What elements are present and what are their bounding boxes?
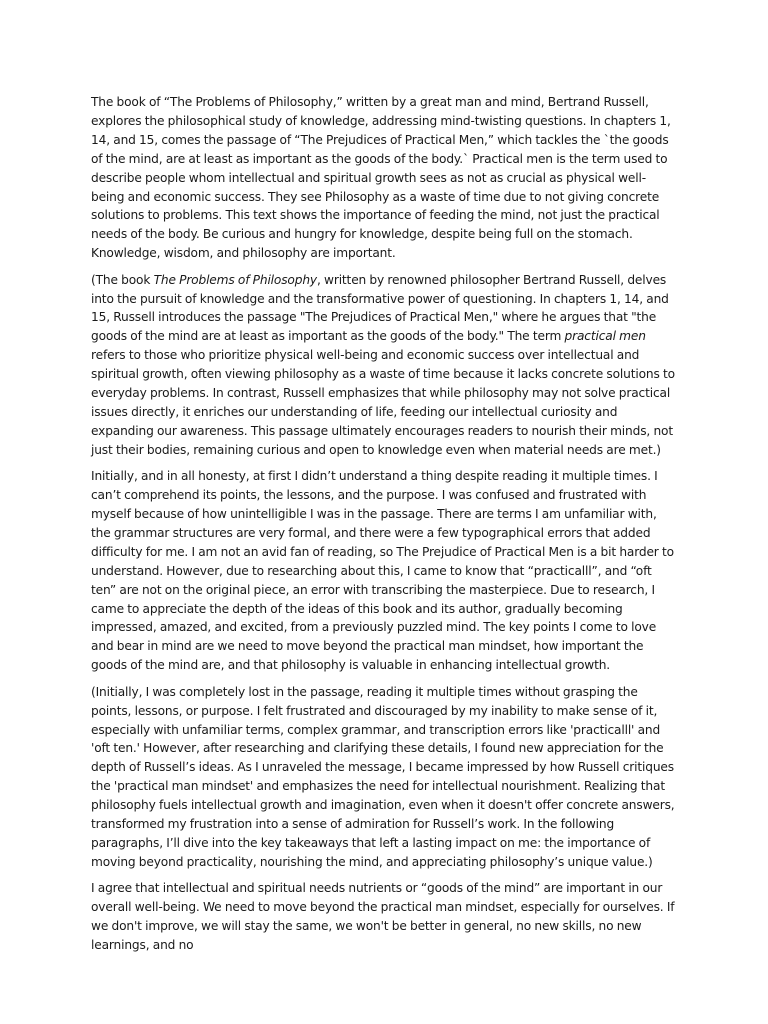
paragraph-3: Initially, and in all honesty, at first I didn’t understand a thing despite reading it multiple times. I can’t comprehend its points, the lessons, and the purpose. I was confused and frustrated with myself because of how unintelligible I was in the passage. There are terms I am unfamiliar with, the grammar structures are very formal, and there were a few typographical errors that added difficulty for me. I am not an avid fan of reading, so The Prejudice of Practical Men is a bit harder to understand. However, due to researching about this, I came to know that “practicalll”, and “oft ten” are not on the original piece, an error with transcribing the masterpiece. Due to research, I came to appreciate the depth of the ideas of this book and its author, gradually becoming impressed, amazed, and excited, from a previously puzzled mind. The key points I come to love and bear in mind are we need to move beyond the practical man mindset, how important the goods of the mind are, and that philosophy is valuable in enhancing intellectual growth. bbox=[91, 469, 674, 673]
paragraph-2 bbox=[91, 271, 679, 460]
paragraph-5: I agree that intellectual and spiritual needs nutrients or “goods of the mind” are important in our overall well-being. We need to move beyond the practical man mindset, especially for ourselves. If we don't improve, we will stay the same, we won't be better in general, no new skills, no new learnings, and no bbox=[91, 881, 675, 952]
paragraph-4: (Initially, I was completely lost in the passage, reading it multiple times without grasping the points, lessons, or purpose. I felt frustrated and discouraged by my inability to make sense of it, especially with unfamiliar terms, complex grammar, and transcription errors like 'practicalll' and 'oft ten.' However, after researching and clarifying these details, I found new appreciation for the depth of Russell’s ideas. As I unraveled the message, I became impressed by how Russell critiques the 'practical man mindset' and emphasizes the need for intellectual nourishment. Realizing that philosophy fuels intellectual growth and imagination, even when it doesn't offer concrete answers, transformed my frustration into a sense of admiration for Russell’s work. In the following paragraphs, I’ll dive into the key takeaways that left a lasting impact on me: the importance of moving beyond practicality, nourishing the mind, and appreciating philosophy’s unique value.) bbox=[91, 684, 675, 869]
practical-men-italic: practical men bbox=[564, 329, 646, 344]
book-title-italic: The Problems of Philosophy bbox=[153, 272, 317, 287]
paragraph-1: The book of “The Problems of Philosophy,” written by a great man and mind, Bertrand Russell, explores the philosophical study of knowledge, addressing mind-twisting questions. In chapters 1, 14, and 15, comes the passage of “The Prejudices of Practical Men,” which tackles the `the goods of the mind, are at least as important as the goods of the body.` Practical men is the term used to describe people whom intellectual and spiritual growth sees as not as crucial as physical well-being and economic success. They see Philosophy as a waste of time due to not giving concrete solutions to problems. This text shows the importance of feeding the mind, not just the practical needs of the body. Be curious and hungry for knowledge, despite being full on the stomach. Knowledge, wisdom, and philosophy are important. bbox=[91, 95, 671, 261]
document-page bbox=[91, 93, 679, 962]
paragraph-2-part-a: (The book bbox=[91, 272, 154, 287]
paragraph-2-part-e: refers to those who prioritize physical well-being and economic success over intellectual and spiritual growth, often viewing philosophy as a waste of time because it lacks concrete solutions to everyday problems. In contrast, Russell emphasizes that while philosophy may not solve practical issues directly, it enriches our understanding of life, feeding our intellectual curiosity and expanding our awareness. This passage ultimately encourages readers to nourish their minds, not just their bodies, remaining curious and open to knowledge even when material needs are met.) bbox=[91, 348, 675, 457]
paragraph-2-part-c: , written by renowned philosopher Bertrand Russell, delves into the pursuit of knowledge and the transformative power of questioning. In chapters 1, 14, and 15, Russell introduces the passage "The Prejudices of Practical Men," where he argues that "the goods of the mind are at least as important as the goods of the body." The term bbox=[91, 272, 669, 344]
